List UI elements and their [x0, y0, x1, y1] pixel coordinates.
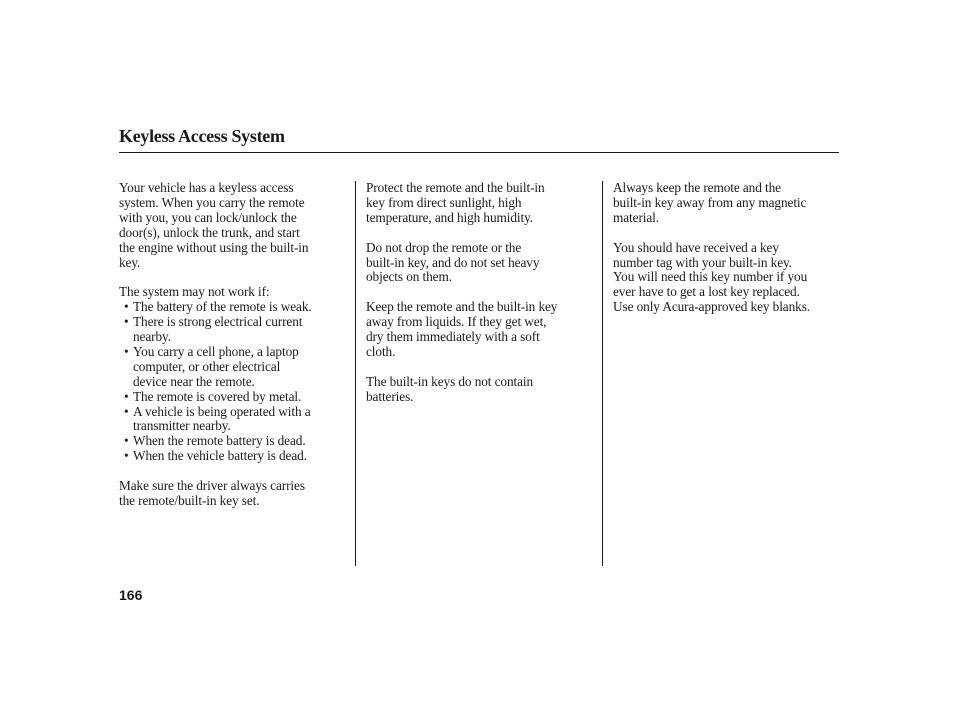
bullet-icon: • [124, 388, 129, 404]
bullet-icon: • [124, 343, 129, 359]
list-item-text: You carry a cell phone, a laptop computer, or other electrical device near the remote. [133, 343, 299, 389]
conditions-heading: The system may not work if: [119, 284, 270, 300]
bullet-icon: • [124, 299, 129, 315]
column-divider [602, 181, 603, 566]
intro-paragraph: Your vehicle has a keyless access system. When you carry the remote with you, you can lock/unlock the door(s), unlock the trunk, and start the engine without using the built-in key. [119, 180, 309, 270]
list-item-text: A vehicle is being operated with a transmitter nearby. [133, 403, 311, 434]
bullet-icon: • [124, 448, 129, 464]
list-item [119, 390, 347, 405]
conditions-list [119, 300, 347, 464]
bullet-icon: • [124, 314, 129, 330]
list-item [119, 345, 347, 390]
column-3 [613, 181, 841, 330]
list-item [119, 449, 347, 464]
title-rule [119, 152, 839, 153]
list-item [119, 405, 347, 435]
list-item-text: There is strong electrical current nearby. [133, 314, 303, 345]
bullet-icon: • [124, 403, 129, 419]
key-number-paragraph: You should have received a key number tag with your built-in key. You will need this key number if you ever have to get a lost key replaced. Use only Acura-approved key blanks. [613, 239, 811, 315]
list-item-text: When the remote battery is dead. [133, 433, 306, 449]
column-1 [119, 181, 347, 524]
column-divider [355, 181, 356, 566]
liquids-paragraph: Keep the remote and the built-in key away from liquids. If they get wet, dry them immediately with a soft cloth. [366, 299, 558, 359]
list-item [119, 300, 347, 315]
list-item [119, 315, 347, 345]
list-item-text: When the vehicle battery is dead. [133, 448, 307, 464]
drop-paragraph: Do not drop the remote or the built-in key, and do not set heavy objects on them. [366, 239, 540, 285]
list-item-text: The remote is covered by metal. [133, 388, 302, 404]
sunlight-paragraph: Protect the remote and the built-in key from direct sunlight, high temperature, and high humidity. [366, 180, 545, 225]
page-title: Keyless Access System [119, 126, 285, 146]
list-item [119, 434, 347, 449]
list-item-text: The battery of the remote is weak. [133, 299, 312, 315]
column-2 [366, 181, 594, 419]
page-number: 166 [119, 587, 143, 603]
driver-note-paragraph: Make sure the driver always carries the remote/built-in key set. [119, 478, 305, 508]
bullet-icon: • [124, 433, 129, 449]
batteries-paragraph: The built-in keys do not contain batteries. [366, 373, 534, 404]
magnetic-paragraph: Always keep the remote and the built-in key away from any magnetic material. [613, 180, 807, 225]
